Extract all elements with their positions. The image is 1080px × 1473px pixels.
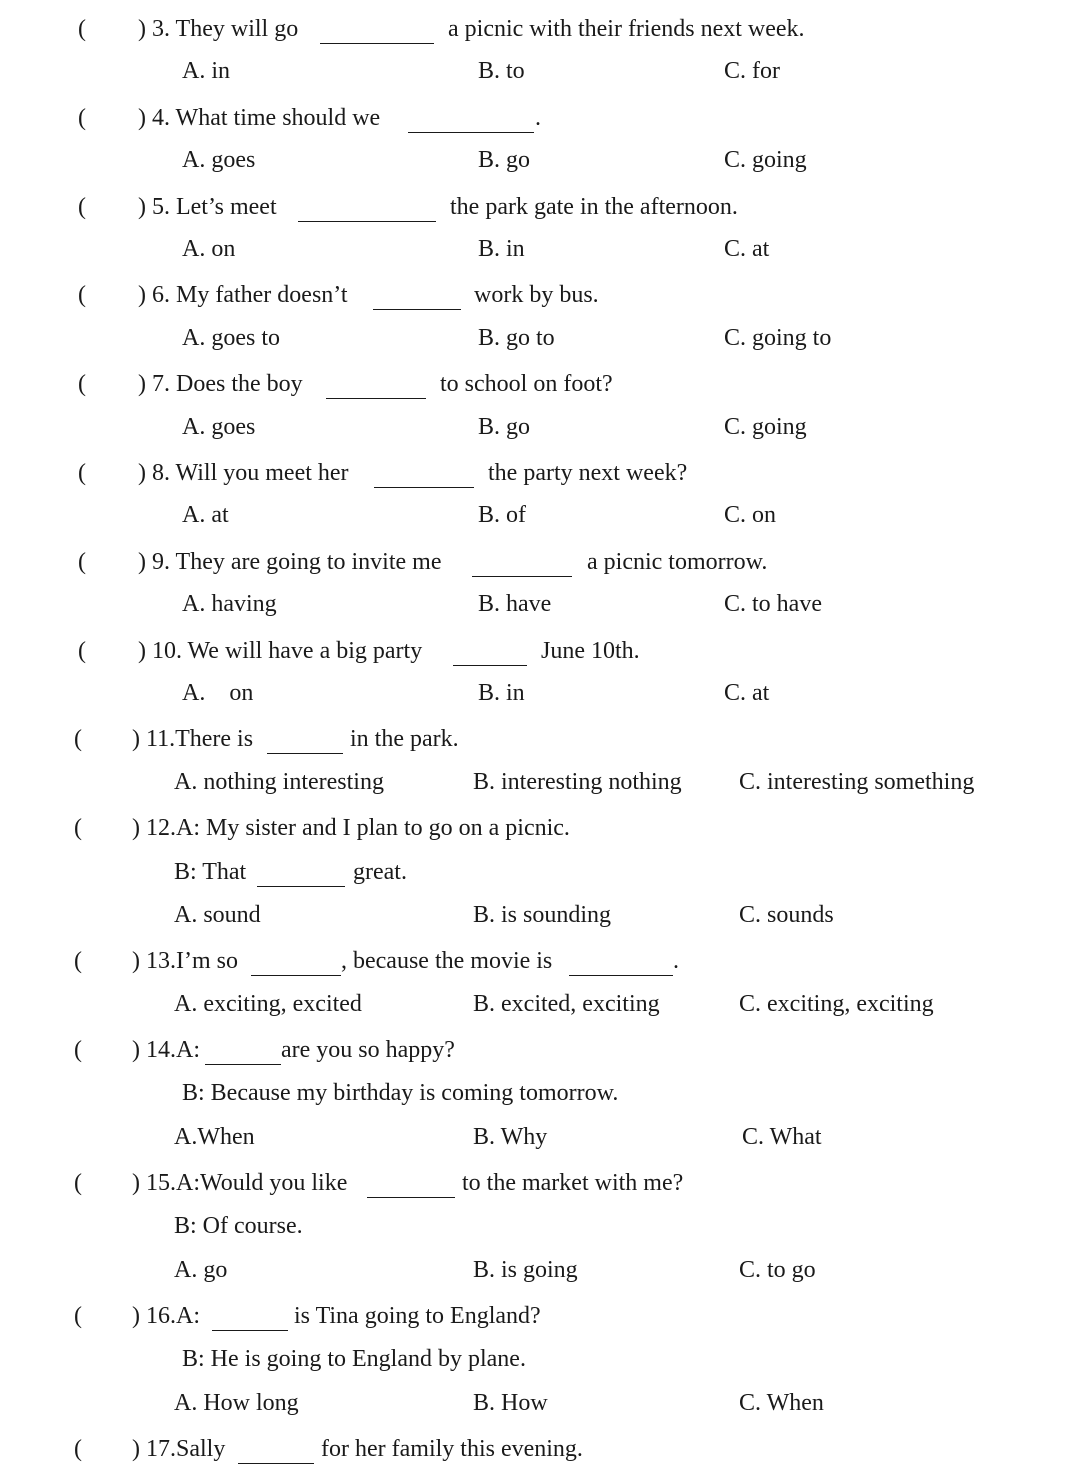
answer-blank[interactable] xyxy=(326,398,426,399)
answer-paren[interactable]: ( xyxy=(78,16,86,42)
question-stem-end: to school on foot? xyxy=(440,371,613,397)
dialog-text: B: That xyxy=(174,859,247,885)
answer-paren[interactable]: ( xyxy=(74,948,82,974)
option-c[interactable]: C. for xyxy=(724,58,780,84)
answer-paren[interactable]: ( xyxy=(74,726,82,752)
question-stem-end: . xyxy=(673,948,679,974)
answer-paren[interactable]: ( xyxy=(78,638,86,664)
option-b[interactable]: B. go to xyxy=(478,325,555,351)
question-stem: ) 15.A:Would you like xyxy=(132,1170,348,1196)
option-b[interactable]: B. go xyxy=(478,414,531,440)
question-16 xyxy=(0,1293,1080,1337)
option-a[interactable]: A.When xyxy=(174,1124,255,1150)
answer-blank[interactable] xyxy=(569,975,673,976)
question-stem: ) 13.I’m so xyxy=(132,948,238,974)
question-stem: ) 5. Let’s meet xyxy=(138,194,277,220)
option-a[interactable]: A. goes xyxy=(182,147,256,173)
answer-blank[interactable] xyxy=(367,1197,455,1198)
option-b[interactable]: B. Why xyxy=(473,1124,548,1150)
question-stem-end: is Tina going to England? xyxy=(294,1303,541,1329)
question-stem-end: a picnic tomorrow. xyxy=(587,549,768,575)
option-c[interactable]: C. to go xyxy=(739,1257,816,1283)
question-stem: ) 16.A: xyxy=(132,1303,200,1329)
question-stem-end: the party next week? xyxy=(488,460,688,486)
question-stem-end: June 10th. xyxy=(541,638,640,664)
answer-paren[interactable]: ( xyxy=(78,371,86,397)
answer-blank[interactable] xyxy=(212,1330,288,1331)
answer-paren[interactable]: ( xyxy=(74,1303,82,1329)
option-a[interactable]: A. go xyxy=(174,1257,228,1283)
question-stem: ) 14.A: xyxy=(132,1037,200,1063)
answer-paren[interactable]: ( xyxy=(78,194,86,220)
option-a[interactable]: A. at xyxy=(182,502,229,528)
question-8 xyxy=(0,450,1080,494)
question-17 xyxy=(0,1426,1080,1470)
option-a[interactable]: A. having xyxy=(182,591,277,617)
option-c[interactable]: C. to have xyxy=(724,591,822,617)
option-a[interactable]: A. exciting, excited xyxy=(174,991,362,1017)
question-stem: ) 9. They are going to invite me xyxy=(138,549,442,575)
question-stem-end: . xyxy=(535,105,541,131)
answer-paren[interactable]: ( xyxy=(74,815,82,841)
question-5 xyxy=(0,184,1080,228)
option-a[interactable]: A. sound xyxy=(174,902,261,928)
answer-blank[interactable] xyxy=(257,886,345,887)
answer-blank[interactable] xyxy=(238,1463,314,1464)
option-b[interactable]: B. to xyxy=(478,58,525,84)
option-b[interactable]: B. is going xyxy=(473,1257,578,1283)
answer-paren[interactable]: ( xyxy=(78,549,86,575)
dialog-line xyxy=(0,849,1080,893)
option-c[interactable]: C. going to xyxy=(724,325,832,351)
question-stem-end: in the park. xyxy=(350,726,459,752)
dialog-text: B: Of course. xyxy=(174,1213,303,1239)
answer-paren[interactable]: ( xyxy=(78,460,86,486)
option-c[interactable]: C. What xyxy=(742,1124,822,1150)
question-stem-end: are you so happy? xyxy=(281,1037,455,1063)
question-stem: ) 8. Will you meet her xyxy=(138,460,349,486)
question-stem-mid: , because the movie is xyxy=(341,948,553,974)
option-a[interactable]: A. goes to xyxy=(182,325,280,351)
question-13 xyxy=(0,938,1080,982)
option-b[interactable]: B. in xyxy=(478,236,525,262)
dialog-text-end: great. xyxy=(353,859,407,885)
answer-blank[interactable] xyxy=(472,576,572,577)
option-c[interactable]: C. interesting something xyxy=(739,769,975,795)
option-c[interactable]: C. going xyxy=(724,147,807,173)
question-4 xyxy=(0,95,1080,139)
option-a[interactable]: A. in xyxy=(182,58,230,84)
answer-blank[interactable] xyxy=(453,665,527,666)
question-stem-end: work by bus. xyxy=(474,282,599,308)
answer-blank[interactable] xyxy=(373,309,461,310)
answer-blank[interactable] xyxy=(408,132,534,133)
question-3 xyxy=(0,6,1080,50)
answer-blank[interactable] xyxy=(267,753,343,754)
question-stem: ) 7. Does the boy xyxy=(138,371,303,397)
question-stem-end: for her family this evening. xyxy=(321,1436,583,1462)
answer-paren[interactable]: ( xyxy=(78,105,86,131)
question-15 xyxy=(0,1160,1080,1204)
answer-blank[interactable] xyxy=(298,221,436,222)
question-stem: ) 4. What time should we xyxy=(138,105,381,131)
option-c[interactable]: C. exciting, exciting xyxy=(739,991,934,1017)
question-stem: ) 10. We will have a big party xyxy=(138,638,423,664)
option-c[interactable]: C. sounds xyxy=(739,902,834,928)
option-c[interactable]: C. going xyxy=(724,414,807,440)
option-b[interactable]: B. of xyxy=(478,502,526,528)
question-7 xyxy=(0,361,1080,405)
question-stem: ) 17.Sally xyxy=(132,1436,226,1462)
question-stem: ) 11.There is xyxy=(132,726,254,752)
option-b[interactable]: B. interesting nothing xyxy=(473,769,682,795)
question-stem-end: the park gate in the afternoon. xyxy=(450,194,738,220)
option-b[interactable]: B. How xyxy=(473,1390,548,1416)
question-stem: ) 3. They will go xyxy=(138,16,299,42)
option-c[interactable]: C. at xyxy=(724,236,770,262)
option-a[interactable]: A. goes xyxy=(182,414,256,440)
question-11 xyxy=(0,716,1080,760)
question-12 xyxy=(0,805,1080,849)
question-14 xyxy=(0,1027,1080,1071)
question-10 xyxy=(0,628,1080,672)
option-b[interactable]: B. in xyxy=(478,680,525,706)
answer-paren[interactable]: ( xyxy=(78,282,86,308)
option-a[interactable]: A. on xyxy=(182,680,254,706)
answer-blank[interactable] xyxy=(205,1064,281,1065)
answer-blank[interactable] xyxy=(251,975,341,976)
question-9 xyxy=(0,539,1080,583)
answer-paren[interactable]: ( xyxy=(74,1037,82,1063)
dialog-text: B: Because my birthday is coming tomorrow. xyxy=(182,1080,619,1106)
answer-blank[interactable] xyxy=(374,487,474,488)
option-a[interactable]: A. on xyxy=(182,236,236,262)
question-stem-end: a picnic with their friends next week. xyxy=(448,16,805,42)
option-c[interactable]: C. on xyxy=(724,502,777,528)
answer-paren[interactable]: ( xyxy=(74,1170,82,1196)
option-c[interactable]: C. When xyxy=(739,1390,824,1416)
option-b[interactable]: B. have xyxy=(478,591,552,617)
option-c[interactable]: C. at xyxy=(724,680,770,706)
option-a[interactable]: A. How long xyxy=(174,1390,299,1416)
question-stem: ) 6. My father doesn’t xyxy=(138,282,348,308)
question-stem-end: to the market with me? xyxy=(462,1170,684,1196)
option-b[interactable]: B. excited, exciting xyxy=(473,991,660,1017)
question-stem: ) 12.A: My sister and I plan to go on a picnic. xyxy=(132,815,570,841)
option-a[interactable]: A. nothing interesting xyxy=(174,769,384,795)
option-b[interactable]: B. is sounding xyxy=(473,902,612,928)
answer-blank[interactable] xyxy=(320,43,434,44)
answer-paren[interactable]: ( xyxy=(74,1436,82,1462)
dialog-text: B: He is going to England by plane. xyxy=(182,1346,526,1372)
question-6 xyxy=(0,272,1080,316)
option-b[interactable]: B. go xyxy=(478,147,531,173)
